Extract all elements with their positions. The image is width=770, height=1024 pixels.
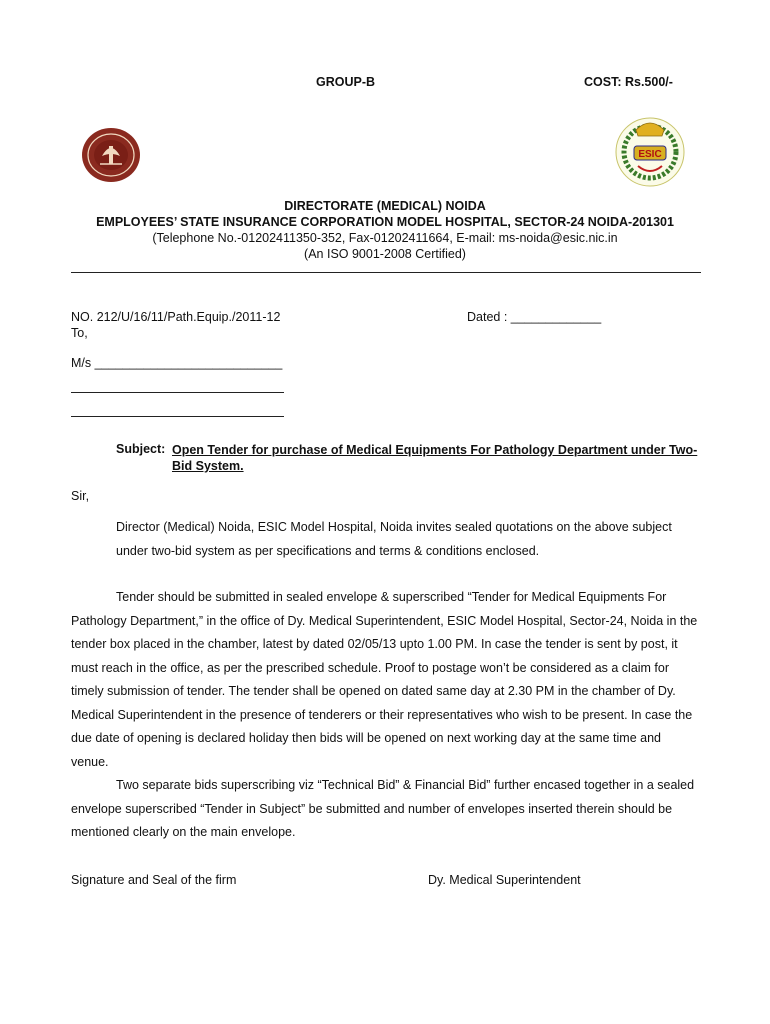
esic-logo-icon — [612, 112, 688, 190]
reference-number: NO. 212/U/16/11/Path.Equip./2011-12 — [71, 310, 281, 324]
dated-field: Dated : _____________ — [467, 310, 602, 324]
signature-firm: Signature and Seal of the firm — [71, 873, 237, 887]
contact-info: (Telephone No.-01202411350-352, Fax-01202411664, E-mail: ms-noida@esic.nic.in — [152, 231, 618, 245]
paragraph-submission: Tender should be submitted in sealed envelope & superscribed “Tender for Medical Equipments For Pathology Department,” in the office of Dy. Medical Superintendent, ESIC Model Hospital, Sector-24, Noida in the tender box placed in the chamber, latest by dated 02/05/13 upto 1.00 PM. In case the tender is sent by post, it must reach in the office, as per the prescribed schedule. Proof to postage won’t be considered as a claim for timely submission of tender. The tender shall be opened on dated same day at 2.30 PM in the chamber of Dy. Medical Superintendent in the presence of tenderers or their representatives who wish to be present. In case the due date of opening is declared holiday then bids will be opened on next working day at the same time and venue. — [71, 590, 698, 769]
address-line-3 — [71, 416, 284, 417]
to-label: To, — [71, 326, 88, 340]
paragraph-two-bid: Two separate bids superscribing viz “Technical Bid” & Financial Bid” further encased together in a sealed envelope superscribed “Tender in Subject” be submitted and number of envelopes inserted therein should be mentioned clearly on the main envelope. — [71, 778, 695, 839]
iso-certification: (An ISO 9001-2008 Certified) — [304, 247, 466, 261]
addressee-line: M/s ___________________________ — [71, 356, 283, 370]
address-line-2 — [71, 392, 284, 393]
govt-emblem-seal-icon — [80, 126, 142, 184]
signature-superintendent: Dy. Medical Superintendent — [428, 873, 581, 887]
group-label: GROUP-B — [316, 75, 376, 89]
directorate-title: DIRECTORATE (MEDICAL) NOIDA — [284, 199, 486, 213]
salutation: Sir, — [71, 489, 90, 503]
header-divider — [71, 272, 701, 273]
hospital-title: EMPLOYEES’ STATE INSURANCE CORPORATION MODEL HOSPITAL, SECTOR-24 NOIDA-201301 — [96, 215, 674, 229]
cost-label: COST: Rs.500/- — [584, 75, 673, 89]
subject-text: Open Tender for purchase of Medical Equipments For Pathology Department under Two-Bid System. — [172, 443, 698, 473]
paragraph-intro: Director (Medical) Noida, ESIC Model Hospital, Noida invites sealed quotations on the above subject under two-bid system as per specifications and terms & conditions enclosed. — [116, 520, 672, 558]
svg-text:ESIC: ESIC — [638, 149, 662, 160]
subject-label: Subject: — [116, 442, 166, 456]
